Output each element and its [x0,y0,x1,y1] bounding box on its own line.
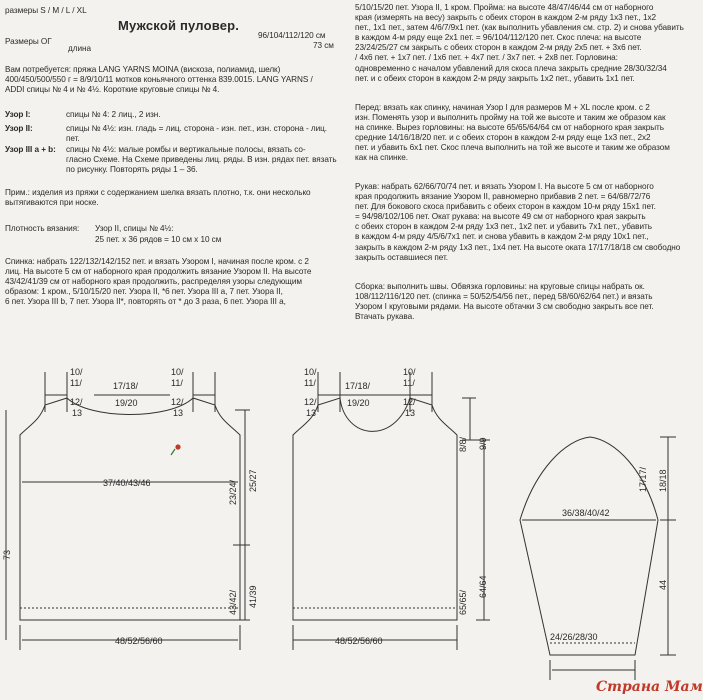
back-armhole-label: 23/24/ [228,479,238,505]
svg-text:41/39: 41/39 [248,585,258,608]
gauge-line-1: Узор II, спицы № 4½: [95,224,174,233]
back-neck-label: 17/18/ [113,381,139,391]
gauge-label: Плотность вязания: [5,224,80,233]
size-label-2: длина [68,44,91,53]
back-chest-label: 37/40/43/46 [103,478,151,488]
svg-text:18/18: 18/18 [658,469,668,492]
sleeve-cuff-label: 24/26/28/30 [550,632,598,642]
size-value-1: 96/104/112/120 см [258,31,326,40]
svg-text:13: 13 [306,408,317,418]
svg-text:12/: 12/ [70,397,83,407]
front-neck-depth-label: 8/8/ [458,436,468,452]
pattern-2-label: Узор II: [5,124,33,133]
svg-text:13: 13 [72,408,83,418]
front-neck-label: 17/18/ [345,381,371,391]
sleeve-cap-label: 17/17/ [638,466,648,492]
back-text: Спинка: набрать 122/132/142/152 пет. и вязать Узором I, начиная после кром. с 2 лиц. На высоте 5 см от наборного края продолжить вязание Узором II. На высоте 43/42/41/39 см от наборного края продолжить, распределяя узоры следующим образом: 1 кром., 5/10/15/20 пет. Узора II, *6 пет. Узора III a, 7 пет. Узора II, 6 пет. Узора III b, 7 пет. Узора II*, повторять от * до 3 раза, 6 пет. Узора III a, [5,257,312,307]
flower-motif-icon [171,444,181,455]
materials-line: 400/450/500/550 г = 8/9/10/11 мотков коньячного оттенка 839.0015. LANG YARNS / [5,75,313,85]
pattern-1-label: Узор I: [5,110,31,119]
size-label-1: Размеры ОГ [5,37,52,46]
note-text: Прим.: изделия из пряжи с содержанием шелка вязать плотно, т.к. они несколько вытягиваются при носке. [5,188,311,208]
svg-text:11/: 11/ [403,378,415,388]
sleeve-width-label: 36/38/40/42 [562,508,610,518]
svg-text:12/: 12/ [171,397,184,407]
gauge-line-2: 25 пет. x 36 рядов = 10 см x 10 см [95,235,222,244]
back-bottom-label: 48/52/56/60 [115,636,163,646]
materials-line: Вам потребуется: пряжа LANG YARNS MOINA (вискоза, полиамид, шелк) [5,65,281,74]
back-shoulder-right-label: 10/ [171,367,184,377]
svg-text:12/: 12/ [304,397,317,407]
pattern-3-text: спицы № 4½: малые ромбы и вертикальные полосы, вязать со- гласно Схеме. На Схеме приведены лиц. ряды. В изн. рядах пет. вязать по рисунку. Повторять ряды 1 – 36. [66,145,337,175]
svg-text:19/20: 19/20 [115,398,138,408]
svg-text:19/20: 19/20 [347,398,370,408]
sleeve-text: Рукав: набрать 62/66/70/74 пет. и вязать Узором I. На высоте 5 см от наборного края продолжить вязание Узором II, равномерно прибавив 2 пет. = 64/68/72/76 пет. Для бокового скоса прибавить с обеих сторон в каждом 10-м ряду 15x1 пет. = 94/98/102/106 пет. Окат рукава: на высоте 49 см от наборного края закрыть с обеих сторон в каждом 2-м ряду 1x3 пет., 1x2 пет. и убавить 7x1 пет., убавить в каждом 4-м ряду 4/5/6/7x1 пет. и снова убавить в каждом 2-м ряду 10x1 пет., закрыть в каждом 2-м ряду 1x3 пет., 1x4 пет. На высоте оката 17/17/18/18 см свободно закрыть оставшиеся пет. [355,182,681,262]
front-text: Перед: вязать как спинку, начиная Узор I для размеров M + XL после кром. с 2 изн. Поменять узор и выполнить пройму на той же высоте и таким же образом как на спинке. Вырез горловины: на высоте 65/65/64/64 см от наборного края закрыть средние 14/16/18/20 пет. и с обеих сторон в каждом 2-м ряду еще 1x3 пет., 2x2 пет. и убавить 6x1 пет. Скос плеча выполнить на той же высоте и таким же образом как на спинке. [355,103,670,163]
svg-text:12/: 12/ [403,397,416,407]
svg-text:11/: 11/ [304,378,316,388]
svg-text:11/: 11/ [171,378,183,388]
svg-text:13: 13 [405,408,416,418]
svg-text:13: 13 [173,408,184,418]
page-title: Мужской пуловер. [118,18,240,33]
front-height-label: 65/65/ [458,589,468,615]
back-piece-outline [20,398,240,620]
assembly-text: Сборка: выполнить швы. Обвязка горловины: на круговые спицы набрать ок. 108/112/116/120 пет. (спинка = 50/52/54/56 пет., перед 58/60/62/64 пет.) и вязать Узором I круговыми рядами. На высоте обтачки 3 см свободно закрыть все пет. Втачать рукава. [355,282,654,322]
watermark-logo: Страна Мам [596,679,703,695]
back-continued-text: 5/10/15/20 пет. Узора II, 1 кром. Пройма: на высоте 48/47/46/44 см от наборного края (измерять на весу) закрыть с обеих сторон в каждом 2-м ряду 1x3 пет., 1x2 пет., 1x1 пет., затем 4/6/7/9x1 пет. (как выполнить убавления см. стр. 2) и снова убавить в каждом 4-м ряду еще 2x1 пет. = 96/104/112/120 пет. Скос плеча: на высоте 23/24/25/27 см закрыть с обеих сторон в каждом 2-м ряду 2x5 пет. + 3x6 пет. / 4x6 пет. + 1x7 пет. / 1x6 пет. + 4x7 пет. / 3x7 пет. + 2x8 пет. Горловина: одновременно с началом убавлений для скоса плеча закрыть средние 28/30/32/34 пет. и с обеих сторон в каждом 2-м ряду закрыть 1x2 пет., убавить 1x1 пет. [355,3,684,83]
back-length-label: 73 [2,549,12,560]
front-bottom-label: 48/52/56/60 [335,636,383,646]
back-side-label: 43/42/ [228,589,238,615]
materials-line: ADDI спицы № 4 и № 4½. Короткие круговые спицы № 4. [5,85,220,95]
svg-text:64/64: 64/64 [478,575,488,598]
pattern-1-text: спицы № 4: 2 лиц., 2 изн. [66,110,161,119]
svg-text:25/27: 25/27 [248,469,258,492]
sizes-header: размеры S / M / L / XL [5,6,87,15]
svg-text:11/: 11/ [70,378,82,388]
sleeve-length-label: 44 [658,579,668,590]
size-value-2: 73 см [313,41,334,50]
front-shoulder-right-label: 10/ [403,367,416,377]
pattern-2-text: спицы № 4½: изн. гладь = лиц. сторона - изн. пет., изн. сторона - лиц. пет. [66,124,327,144]
pattern-3-label: Узор III a + b: [5,145,56,154]
svg-text:9/9: 9/9 [478,437,488,450]
front-shoulder-left-label: 10/ [304,367,317,377]
front-piece-outline [293,398,457,620]
back-shoulder-left-label: 10/ [70,367,83,377]
